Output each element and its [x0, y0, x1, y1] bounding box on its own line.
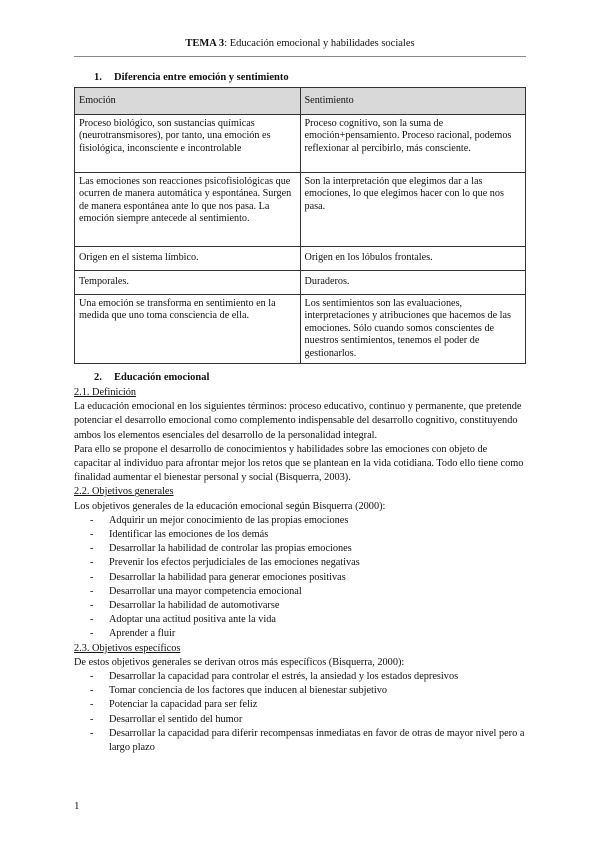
table-header-emocion: Emoción	[75, 88, 301, 115]
table-cell: Origen en los lóbulos frontales.	[300, 247, 526, 271]
list-item	[74, 713, 526, 727]
list-item-text: Adoptar una actitud positiva ante la vida	[109, 614, 276, 626]
table-cell: Los sentimientos son las evaluaciones, interpretaciones y atribuciones que hacemos de las emociones. Sólo cuando somos conscientes de nuestros sentimientos, tenemos el poder de gestionarlos.	[300, 295, 526, 364]
list-dash: -	[90, 699, 94, 711]
header-title: : Educación emocional y habilidades sociales	[224, 38, 415, 49]
section-2-title: Educación emocional	[114, 372, 210, 383]
subsection-2-2-title: 2.2. Objetivos generales	[74, 486, 174, 498]
paragraph: La educación emocional en los siguientes términos: proceso educativo, continuo y permanente, que pretende potenciar el desarrollo emocional como complemento indispensable del desarrollo cognitivo, constituyendo ambos los elementos esenciales del desarrollo de la personalidad integral.	[74, 401, 522, 441]
list-dash: -	[90, 600, 94, 612]
table-row	[75, 247, 526, 271]
list-dash: -	[90, 571, 94, 583]
section-2-number: 2.	[94, 372, 102, 383]
list-item	[74, 556, 526, 570]
table-cell: Temporales.	[75, 271, 301, 295]
list-item-text: Desarrollar la habilidad de automotivarse	[109, 600, 280, 612]
general-objectives-list	[74, 514, 526, 642]
table-row	[75, 173, 526, 247]
table-cell: Son la interpretación que elegimos dar a las emociones, lo que elegimos hacer con lo que nos pasa.	[300, 173, 526, 247]
list-item-text: Desarrollar la capacidad para diferir recompensas inmediatas en favor de otras de mayor nivel pero a largo plazo	[109, 727, 525, 754]
list-item	[74, 670, 526, 684]
list-dash: -	[90, 671, 94, 683]
list-intro: De estos objetivos generales se derivan otros más específicos (Bisquerra, 2000):	[74, 656, 405, 668]
subsection-2-3-title: 2.3. Objetivos específicos	[74, 642, 181, 654]
section-2-body	[74, 386, 526, 755]
page-header	[74, 38, 526, 49]
list-item	[74, 585, 526, 599]
section-1-title: Diferencia entre emoción y sentimiento	[114, 72, 289, 83]
list-item-text: Potenciar la capacidad para ser feliz	[109, 699, 258, 711]
header-divider	[74, 56, 526, 57]
list-dash: -	[90, 727, 94, 739]
list-item-text: Adquirir un mejor conocimiento de las propias emociones	[109, 514, 349, 526]
specific-objectives-list	[74, 670, 526, 755]
list-item	[74, 684, 526, 698]
page-number: 1	[74, 800, 80, 812]
list-item	[74, 613, 526, 627]
list-dash: -	[90, 628, 94, 640]
list-item-text: Desarrollar la capacidad para controlar el estrés, la ansiedad y los estados depresivos	[109, 671, 459, 683]
list-dash: -	[90, 543, 94, 555]
table-header-sentimiento: Sentimiento	[300, 88, 526, 115]
list-item	[74, 698, 526, 712]
table-row	[75, 115, 526, 173]
list-dash: -	[90, 529, 94, 541]
list-item-text: Tomar conciencia de los factores que inducen al bienestar subjetivo	[109, 685, 388, 697]
list-item	[74, 571, 526, 585]
table-cell: Las emociones son reacciones psicofisiológicas que ocurren de manera automática y espontánea. Surgen de manera espontánea ante lo que nos pasa. La emoción siempre antecede al sentimiento.	[75, 173, 301, 247]
list-item-text: Desarrollar la habilidad de controlar las propias emociones	[109, 543, 352, 555]
list-item	[74, 514, 526, 528]
list-item-text: Desarrollar la habilidad para generar emociones positivas	[109, 571, 346, 583]
section-1-number: 1.	[94, 72, 102, 83]
comparison-table	[74, 87, 526, 364]
list-item-text: Desarrollar el sentido del humor	[109, 713, 243, 725]
list-item-text: Prevenir los efectos perjudiciales de las emociones negativas	[109, 557, 360, 569]
header-tema: TEMA 3	[185, 38, 225, 49]
list-dash: -	[90, 585, 94, 597]
list-item-text: Aprender a fluir	[109, 628, 176, 640]
section-1-heading	[94, 72, 289, 83]
section-2-heading	[94, 372, 209, 383]
table-header-row	[75, 88, 526, 115]
list-item	[74, 528, 526, 542]
table-cell: Una emoción se transforma en sentimiento en la medida que uno toma consciencia de ella.	[75, 295, 301, 364]
table-cell: Duraderos.	[300, 271, 526, 295]
list-item	[74, 727, 526, 755]
list-intro: Los objetivos generales de la educación emocional según Bisquerra (2000):	[74, 500, 386, 512]
table-cell: Proceso biológico, son sustancias químicas (neurotransmisores), por tanto, una emoción es fisiológica, inconsciente e incontrolable	[75, 115, 301, 173]
list-dash: -	[90, 685, 94, 697]
table-row	[75, 271, 526, 295]
subsection-2-1-title: 2.1. Definición	[74, 387, 137, 398]
table-row	[75, 295, 526, 364]
list-item	[74, 627, 526, 641]
list-dash: -	[90, 614, 94, 626]
list-dash: -	[90, 713, 94, 725]
table-cell: Origen en el sistema límbico.	[75, 247, 301, 271]
paragraph: Para ello se propone el desarrollo de conocimientos y habilidades sobre las emociones con objeto de capacitar al individuo para afrontar mejor los retos que se plantean en la vida cotidiana. Todo ello tiene como finalidad aumentar el bienestar personal y social (Bisquerra, 2003).	[74, 443, 524, 484]
table-cell: Proceso cognitivo, son la suma de emoción+pensamiento. Proceso racional, podemos reflexionar al percibirlo, más consciente.	[300, 115, 526, 173]
list-item-text: Desarrollar una mayor competencia emocional	[109, 585, 302, 597]
list-item-text: Identificar las emociones de los demás	[109, 529, 269, 541]
list-item	[74, 599, 526, 613]
list-dash: -	[90, 514, 94, 526]
list-dash: -	[90, 557, 94, 569]
list-item	[74, 542, 526, 556]
